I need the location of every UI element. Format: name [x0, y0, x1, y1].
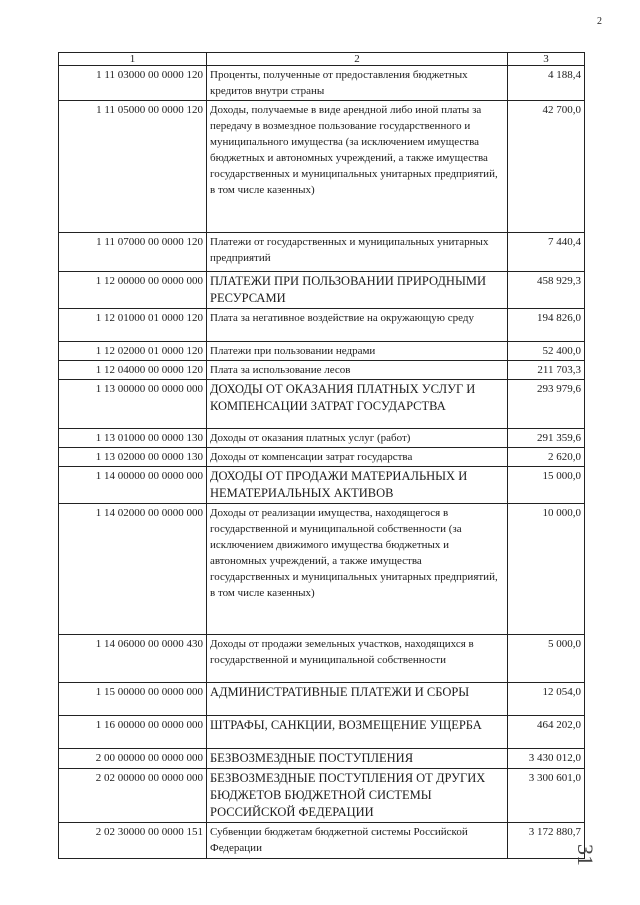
- budget-code-cell: 2 00 00000 00 0000 000: [59, 749, 207, 769]
- revenue-name-cell: Доходы от компенсации затрат государства: [207, 448, 508, 467]
- amount-cell: 3 300 601,0: [508, 769, 585, 823]
- amount-cell: 52 400,0: [508, 342, 585, 361]
- table-header-row: [59, 53, 585, 66]
- revenue-name-cell: БЕЗВОЗМЕЗДНЫЕ ПОСТУПЛЕНИЯ ОТ ДРУГИХ БЮДЖЕТОВ БЮДЖЕТНОЙ СИСТЕМЫ РОССИЙСКОЙ ФЕДЕРАЦИИ: [207, 769, 508, 823]
- amount-cell: 10 000,0: [508, 504, 585, 635]
- revenue-name-cell: БЕЗВОЗМЕЗДНЫЕ ПОСТУПЛЕНИЯ: [207, 749, 508, 769]
- revenue-name-cell: Доходы, получаемые в виде арендной либо иной платы за передачу в возмездное пользование государственного и муниципального имущества (за исключением имущества бюджетных и автономных учреждений, а также имущества государственных и муниципальных унитарных предприятий, в том числе казенных): [207, 101, 508, 233]
- table-row: [59, 448, 585, 467]
- revenue-name-cell: Доходы от оказания платных услуг (работ): [207, 429, 508, 448]
- revenue-name-cell: ДОХОДЫ ОТ ПРОДАЖИ МАТЕРИАЛЬНЫХ И НЕМАТЕРИАЛЬНЫХ АКТИВОВ: [207, 467, 508, 504]
- revenue-name-cell: Платежи от государственных и муниципальных унитарных предприятий: [207, 233, 508, 272]
- budget-code-cell: 1 15 00000 00 0000 000: [59, 683, 207, 716]
- amount-cell: 12 054,0: [508, 683, 585, 716]
- budget-code-cell: 1 13 02000 00 0000 130: [59, 448, 207, 467]
- revenue-name-cell: Плата за использование лесов: [207, 361, 508, 380]
- table-row: [59, 342, 585, 361]
- amount-cell: 291 359,6: [508, 429, 585, 448]
- budget-code-cell: 1 13 00000 00 0000 000: [59, 380, 207, 429]
- table-row: [59, 309, 585, 342]
- budget-code-cell: 1 11 05000 00 0000 120: [59, 101, 207, 233]
- budget-code-cell: 1 12 02000 01 0000 120: [59, 342, 207, 361]
- revenue-name-cell: ДОХОДЫ ОТ ОКАЗАНИЯ ПЛАТНЫХ УСЛУГ И КОМПЕНСАЦИИ ЗАТРАТ ГОСУДАРСТВА: [207, 380, 508, 429]
- revenue-name-cell: Платежи при пользовании недрами: [207, 342, 508, 361]
- budget-code-cell: 1 11 07000 00 0000 120: [59, 233, 207, 272]
- budget-revenue-table: [58, 52, 585, 859]
- column-header-code: 1: [59, 53, 207, 66]
- amount-cell: 3 172 880,7: [508, 823, 585, 859]
- budget-code-cell: 2 02 30000 00 0000 151: [59, 823, 207, 859]
- budget-code-cell: 1 13 01000 00 0000 130: [59, 429, 207, 448]
- table-row: [59, 101, 585, 233]
- amount-cell: 15 000,0: [508, 467, 585, 504]
- table-row: [59, 823, 585, 859]
- table-row: [59, 429, 585, 448]
- table-row: [59, 66, 585, 101]
- revenue-name-cell: Плата за негативное воздействие на окружающую среду: [207, 309, 508, 342]
- amount-cell: 2 620,0: [508, 448, 585, 467]
- table-row: [59, 683, 585, 716]
- revenue-name-cell: Доходы от продажи земельных участков, находящихся в государственной и муниципальной собственности: [207, 635, 508, 683]
- revenue-name-cell: ПЛАТЕЖИ ПРИ ПОЛЬЗОВАНИИ ПРИРОДНЫМИ РЕСУРСАМИ: [207, 272, 508, 309]
- amount-cell: 5 000,0: [508, 635, 585, 683]
- table-row: [59, 380, 585, 429]
- amount-cell: 293 979,6: [508, 380, 585, 429]
- table-row: [59, 635, 585, 683]
- amount-cell: 3 430 012,0: [508, 749, 585, 769]
- revenue-name-cell: Субвенции бюджетам бюджетной системы Российской Федерации: [207, 823, 508, 859]
- table-row: [59, 504, 585, 635]
- table-row: [59, 749, 585, 769]
- budget-code-cell: 1 14 06000 00 0000 430: [59, 635, 207, 683]
- stamp-mark: 31: [573, 844, 598, 866]
- amount-cell: 4 188,4: [508, 66, 585, 101]
- amount-cell: 42 700,0: [508, 101, 585, 233]
- page-number: 2: [597, 16, 602, 27]
- table-row: [59, 361, 585, 380]
- budget-code-cell: 1 12 00000 00 0000 000: [59, 272, 207, 309]
- table-row: [59, 769, 585, 823]
- amount-cell: 194 826,0: [508, 309, 585, 342]
- budget-code-cell: 1 14 00000 00 0000 000: [59, 467, 207, 504]
- amount-cell: 7 440,4: [508, 233, 585, 272]
- revenue-name-cell: Доходы от реализации имущества, находящегося в государственной и муниципальной собственности (за исключением движимого имущества бюджетных и автономных учреждений, а также имущества государственных и муниципальных унитарных предприятий, в том числе казенных): [207, 504, 508, 635]
- table-row: [59, 716, 585, 749]
- revenue-name-cell: ШТРАФЫ, САНКЦИИ, ВОЗМЕЩЕНИЕ УЩЕРБА: [207, 716, 508, 749]
- table-row: [59, 467, 585, 504]
- budget-code-cell: 2 02 00000 00 0000 000: [59, 769, 207, 823]
- budget-code-cell: 1 12 04000 00 0000 120: [59, 361, 207, 380]
- budget-code-cell: 1 11 03000 00 0000 120: [59, 66, 207, 101]
- amount-cell: 464 202,0: [508, 716, 585, 749]
- amount-cell: 211 703,3: [508, 361, 585, 380]
- column-header-amount: 3: [508, 53, 585, 66]
- table-row: [59, 272, 585, 309]
- column-header-name: 2: [207, 53, 508, 66]
- amount-cell: 458 929,3: [508, 272, 585, 309]
- table-row: [59, 233, 585, 272]
- budget-code-cell: 1 12 01000 01 0000 120: [59, 309, 207, 342]
- revenue-name-cell: Проценты, полученные от предоставления бюджетных кредитов внутри страны: [207, 66, 508, 101]
- budget-code-cell: 1 16 00000 00 0000 000: [59, 716, 207, 749]
- budget-code-cell: 1 14 02000 00 0000 000: [59, 504, 207, 635]
- revenue-name-cell: АДМИНИСТРАТИВНЫЕ ПЛАТЕЖИ И СБОРЫ: [207, 683, 508, 716]
